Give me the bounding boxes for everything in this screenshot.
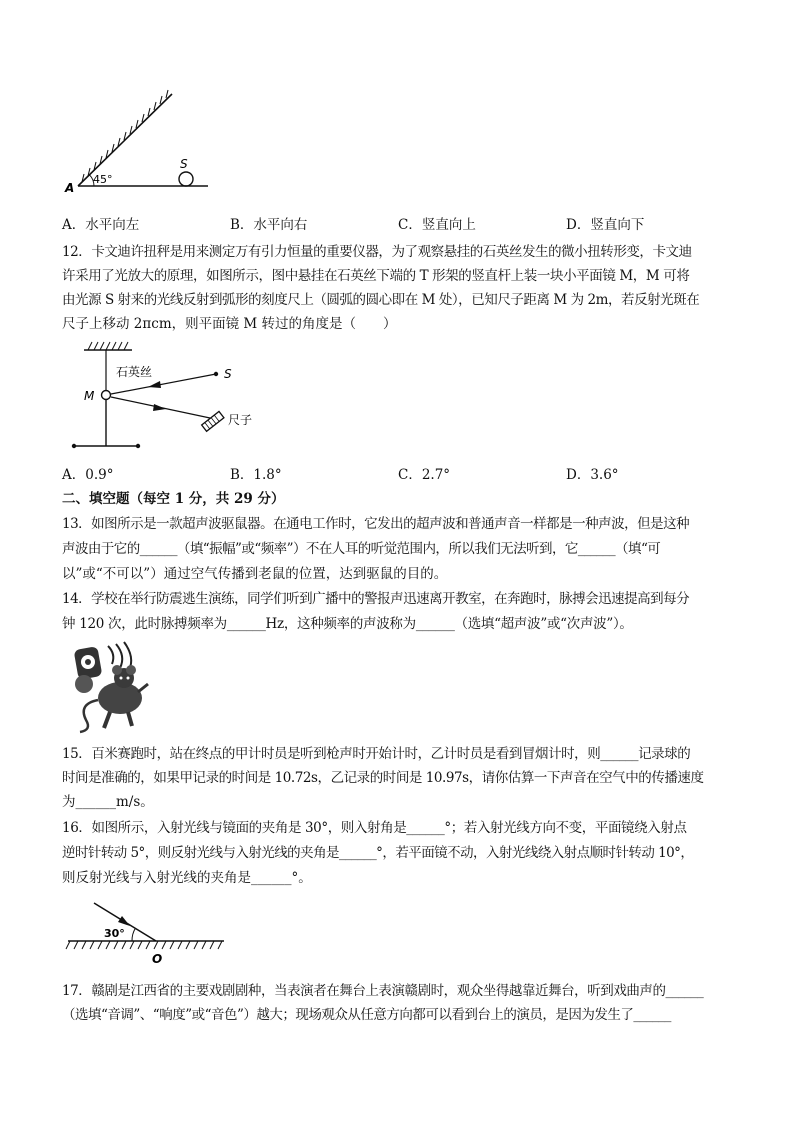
mirror-m: [102, 391, 111, 400]
angle-arc-30: [132, 928, 136, 941]
figure-incident-ray-30: [64, 895, 234, 967]
q13-line-1: 13．如图所示是一款超声波驱鼠器。在通电工作时，它发出的超声波和普通声音一样都是一种声波，但是这种: [62, 516, 690, 532]
label-m: M: [84, 389, 95, 403]
q12-line-4: 尺子上移动 2πcm，则平面镜 M 转过的角度是（ ）: [62, 316, 397, 332]
t-bar-left-ball: [72, 444, 76, 448]
q12-option-a: A．0.9°: [62, 467, 114, 483]
q15-line-1: 15．百米赛跑时，站在终点的甲计时员是听到枪声时开始计时，乙计时员是看到冒烟计时，则______记录球的: [62, 746, 691, 762]
label-s: S: [180, 157, 188, 171]
figure-torsion-balance: [70, 338, 270, 456]
label-o: O: [152, 952, 163, 966]
q17-line-1: 17．赣剧是江西省的主要戏剧剧种，当表演者在舞台上表演赣剧时，观众坐得越靠近舞台，听到戏曲声的______: [62, 983, 704, 999]
ball-s: [179, 172, 193, 186]
q11-option-c: C．竖直向上: [398, 217, 476, 233]
q15-line-3: 为______m/s。: [62, 794, 154, 810]
q15-line-2: 时间是准确的，如果甲记录的时间是 10.72s，乙记录的时间是 10.97s，请你估算一下声音在空气中的传播速度: [62, 770, 704, 786]
repeller-device: [74, 646, 103, 693]
q13-line-2: 声波由于它的______（填“振幅”或“频率”）不在人耳的听觉范围内，所以我们无法听到，它______（填“可: [62, 541, 661, 557]
incident-arrow: [118, 916, 130, 926]
q12-line-2: 许采用了光放大的原理，如图所示，图中悬挂在石英丝下端的 T 形架的竖直杆上装一块小平面镜 M，M 可将: [62, 268, 690, 284]
q14-line-1: 14．学校在举行防震逃生演练，同学们听到广播中的警报声迅速离开教室，在奔跑时，脉搏会迅速提高到每分: [62, 591, 690, 607]
reflected-arrow: [153, 404, 166, 411]
ceiling-hatching: [88, 342, 128, 350]
source-s: [214, 372, 218, 376]
q14-line-2: 钟 120 次，此时脉搏频率为______Hz，这种频率的声波称为______（选填“超声波”或“次声波”）。: [62, 616, 633, 632]
q11-option-a: A．水平向左: [62, 217, 140, 233]
q12-option-d: D．3.6°: [566, 467, 619, 483]
q11-option-b: B．水平向右: [230, 217, 308, 233]
label-angle-45: 45°: [93, 173, 113, 186]
figure-mirror-45: [60, 88, 220, 198]
q13-line-3: 以”或“不可以”）通过空气传播到老鼠的位置，达到驱鼠的目的。: [62, 566, 448, 582]
q12-option-c: C．2.7°: [398, 467, 451, 483]
incident-arrow: [148, 381, 161, 388]
mirror-hatching: [66, 941, 222, 949]
ruler: [202, 411, 224, 431]
q16-line-1: 16．如图所示，入射光线与镜面的夹角是 30°，则入射角是______°；若入射光线方向不变，平面镜绕入射点: [62, 820, 687, 836]
t-bar-right-ball: [136, 444, 140, 448]
q12-option-b: B．1.8°: [230, 467, 282, 483]
q12-line-1: 12．卡文迪许扭秤是用来测定万有引力恒量的重要仪器，为了观察悬挂的石英丝发生的微小扭转形变，卡文迪: [62, 244, 692, 260]
label-s: S: [224, 367, 232, 381]
q17-line-2: （选填“音调”、“响度”或“音色”）越大；现场观众从任意方向都可以看到台上的演员，是因为发生了______: [62, 1007, 671, 1023]
q16-line-3: 则反射光线与入射光线的夹角是______°。: [62, 870, 312, 886]
label-a: A: [65, 181, 75, 195]
figure-mouse-repeller: [64, 640, 164, 736]
label-angle-30: 30°: [104, 927, 125, 940]
q12-line-3: 由光源 S 射来的光线反射到弧形的刻度尺上（圆弧的圆心即在 M 处），已知尺子距离 M 为 2m，若反射光斑在: [62, 292, 700, 308]
section-2-heading: 二、填空题（每空 1 分，共 29 分）: [62, 491, 285, 507]
mirror-hatching: [82, 90, 168, 182]
label-quartz: 石英丝: [116, 365, 153, 379]
q11-option-d: D．竖直向下: [566, 217, 645, 233]
q16-line-2: 逆时针转动 5°，则反射光线与入射光线的夹角是______°，若平面镜不动，入射光线绕入射点顺时针转动 10°，: [62, 845, 694, 861]
label-ruler: 尺子: [228, 413, 253, 427]
